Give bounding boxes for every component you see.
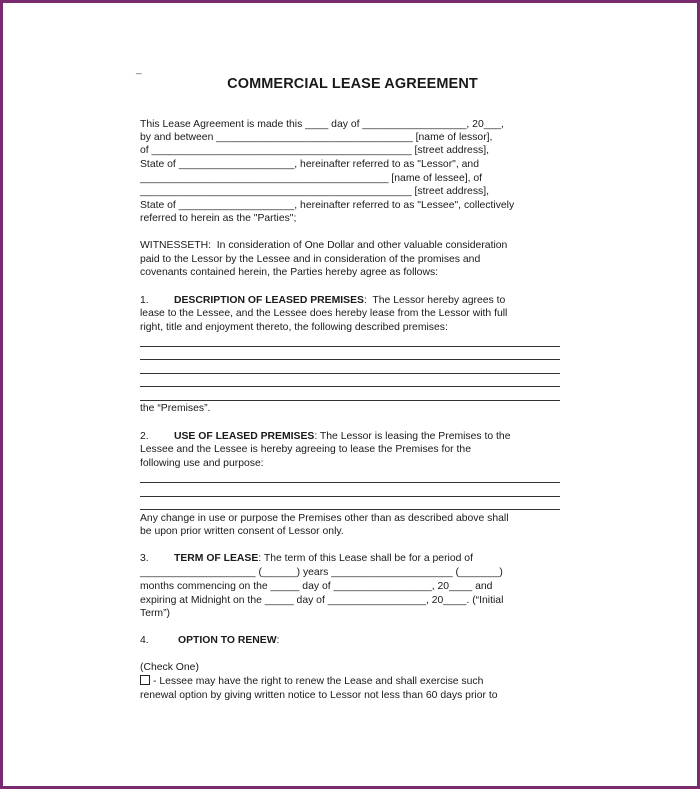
document-title: COMMERCIAL LEASE AGREEMENT — [227, 76, 478, 92]
blank-line — [140, 496, 560, 497]
section-2-line: Lessee and the Lessee is hereby agreeing to lease the Premises for the — [140, 444, 471, 455]
section-heading: USE OF LEASED PREMISES — [174, 431, 315, 442]
section-heading: OPTION TO RENEW — [178, 635, 277, 646]
renew-option-line — [140, 675, 483, 689]
intro-line: of _____________________________________________ [street address], — [140, 145, 489, 156]
intro-line: _______________________________________________ [street address], — [140, 186, 489, 197]
intro-line: ___________________________________________ [name of lessee], of — [140, 173, 483, 184]
witnesseth-line: WITNESSETH: In consideration of One Dollar and other valuable consideration — [140, 240, 508, 251]
section-number: 3. — [140, 553, 149, 564]
section-3-heading-line — [140, 552, 473, 566]
intro-line: State of ____________________, hereinafter referred to as "Lessor", and — [140, 159, 479, 170]
section-text: : — [276, 635, 280, 646]
intro-line: referred to herein as the "Parties"; — [140, 213, 297, 224]
section-text: : The Lessor hereby agrees to — [363, 295, 506, 306]
blank-line — [140, 359, 560, 360]
section-number: 2. — [140, 431, 149, 442]
blank-line — [140, 373, 560, 374]
section-4-heading-line — [140, 634, 279, 648]
blank-line — [140, 482, 560, 483]
witnesseth-line: covenants contained herein, the Parties hereby agree as follows: — [140, 267, 439, 278]
section-2-closing: be upon prior written consent of Lessor only. — [140, 526, 344, 537]
section-heading: DESCRIPTION OF LEASED PREMISES — [174, 295, 364, 306]
renew-option-line-2: renewal option by giving written notice to Lessor not less than 60 days prior to — [140, 690, 498, 701]
intro-line: by and between __________________________________ [name of lessor], — [140, 132, 493, 143]
witnesseth-line: paid to the Lessor by the Lessee and in consideration of the promises and — [140, 254, 481, 265]
section-2-heading-line — [140, 430, 511, 444]
section-3-line: expiring at Midnight on the _____ day of _________________, 20____. (“Initial — [140, 595, 504, 606]
blank-line — [140, 509, 560, 510]
section-number: 4. — [140, 635, 149, 646]
section-1-heading-line — [140, 294, 505, 308]
blank-line — [140, 400, 560, 401]
blank-line — [140, 386, 560, 387]
section-text: : The Lessor is leasing the Premises to the — [314, 431, 511, 442]
section-heading: TERM OF LEASE — [174, 553, 259, 564]
intro-line: State of ____________________, hereinafter referred to as "Lessee", collectively — [140, 200, 515, 211]
section-3-line: months commencing on the _____ day of _________________, 20____ and — [140, 581, 493, 592]
section-number: 1. — [140, 295, 149, 306]
section-1-line: right, title and enjoyment thereto, the following described premises: — [140, 322, 448, 333]
section-1-line: lease to the Lessee, and the Lessee does hereby lease from the Lessor with full — [140, 308, 508, 319]
section-3-line: ____________________ (______) years _____________________ (_______) — [140, 567, 503, 578]
section-2-closing: Any change in use or purpose the Premises other than as described above shall — [140, 513, 509, 524]
renew-option-checkbox[interactable] — [140, 675, 150, 685]
intro-line: This Lease Agreement is made this ____ day of __________________, 20___, — [140, 119, 504, 130]
blank-line — [140, 346, 560, 347]
section-3-line: Term”) — [140, 608, 171, 619]
section-1-closing: the “Premises”. — [140, 403, 211, 414]
page-mark: _ — [136, 64, 142, 75]
section-2-line: following use and purpose: — [140, 458, 264, 469]
check-one-label: (Check One) — [140, 662, 199, 673]
renew-option-text: - Lessee may have the right to renew the Lease and shall exercise such — [153, 676, 484, 687]
section-text: : The term of this Lease shall be for a period of — [258, 553, 473, 564]
